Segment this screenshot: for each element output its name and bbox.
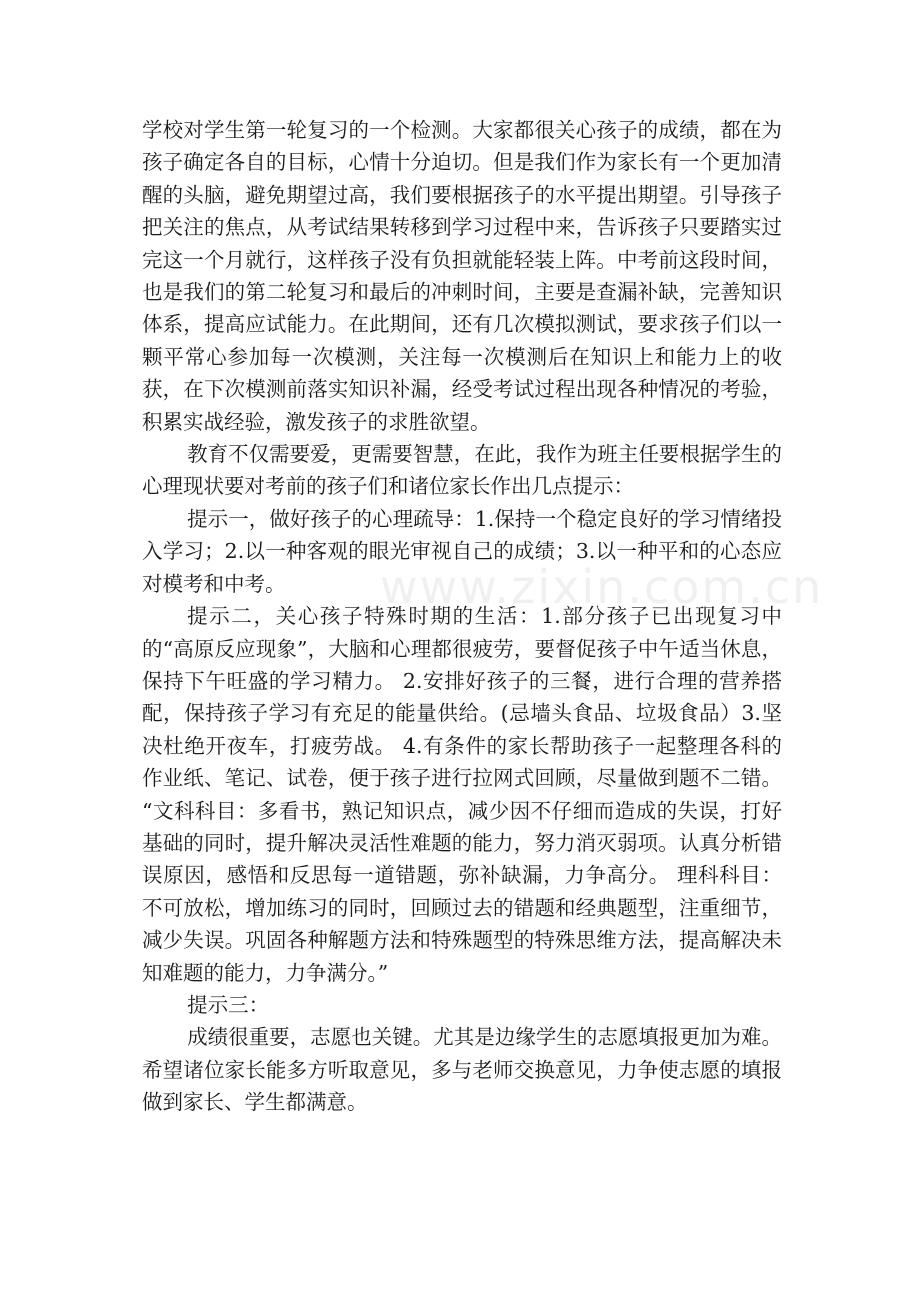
document-body (142, 114, 782, 1119)
paragraph-education-wisdom: 教育不仅需要爱，更需要智慧，在此，我作为班主任要根据学生的心理现状要对考前的孩子们和诸位家长作出几点提示： (142, 442, 782, 499)
paragraph-tip-three-body: 成绩很重要，志愿也关键。尤其是边缘学生的志愿填报更加为难。希望诸位家长能多方听取意见，多与老师交换意见，力争使志愿的填报做到家长、学生都满意。 (142, 1025, 782, 1115)
paragraph-tip-one: 提示一，做好孩子的心理疏导：1.保持一个稳定良好的学习情绪投入学习；2.以一种客观的眼光审视自己的成绩；3.以一种平和的心态应对模考和中考。 (142, 506, 782, 596)
watermark: www.zixin.com.cn (380, 560, 824, 614)
paragraph-review-intro: 学校对学生第一轮复习的一个检测。大家都很关心孩子的成绩，都在为孩子确定各自的目标，心情十分迫切。但是我们作为家长有一个更加清醒的头脑，避免期望过高，我们要根据孩子的水平提出期望。引导孩子把关注的焦点，从考试结果转移到学习过程中来，告诉孩子只要踏实过完这一个月就行，这样孩子没有负担就能轻装上阵。中考前这段时间，也是我们的第二轮复习和最后的冲刺时间，主要是查漏补缺，完善知识体系，提高应试能力。在此期间，还有几次模拟测试，要求孩子们以一颗平常心参加每一次模测，关注每一次模测后在知识上和能力上的收获，在下次模测前落实知识补漏，经受考试过程出现各种情况的考验，积累实战经验，激发孩子的求胜欲望。 (142, 118, 782, 434)
paragraph-tip-three-heading: 提示三： (187, 992, 270, 1017)
paragraph-tip-two: 提示二，关心孩子特殊时期的生活：1.部分孩子已出现复习中的“高原反应现象”，大脑和心理都很疲劳，要督促孩子中午适当休息，保持下午旺盛的学习精力。 2.安排好孩子的三餐，进行合理的营养搭配，保持孩子学习有充足的能量供给。(忌墙头食品、垃圾食品）3.坚决杜绝开夜车，打疲劳战。 4.有条件的家长帮助孩子一起整理各科的作业纸、笔记、试卷，便于孩子进行拉网式回顾，尽量做到题不二错。 “文科科目：多看书，熟记知识点，减少因不仔细而造成的失误，打好基础的同时，提升解决灵活性难题的能力，努力消灭弱项。认真分析错误原因，感悟和反思每一道错题，弥补缺漏，力争高分。 理科科目：不可放松，增加练习的同时，回顾过去的错题和经典题型，注重细节，减少失误。巩固各种解题方法和特殊题型的特殊思维方法，提高解决未知难题的能力，力争满分。” (142, 604, 782, 985)
